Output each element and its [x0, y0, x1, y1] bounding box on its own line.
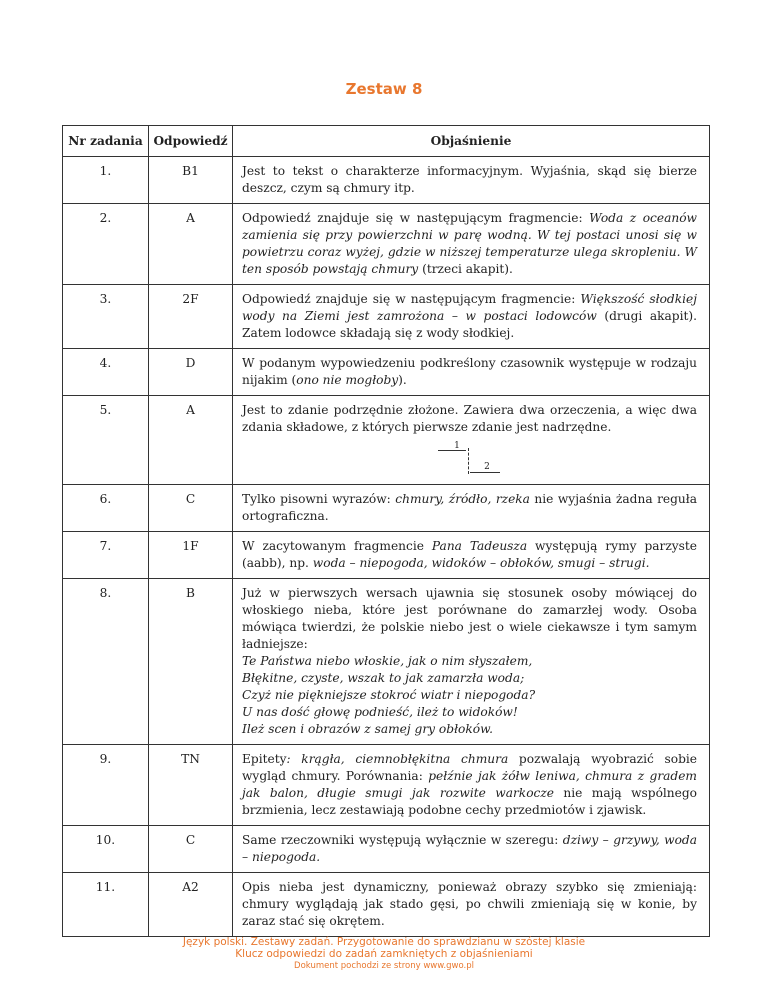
header-nr: Nr zadania — [63, 126, 149, 157]
explanation-text — [242, 210, 697, 278]
text-fragment: Odpowiedź znajduje się w następującym fragmencie: — [242, 211, 590, 225]
table-row — [63, 396, 710, 485]
page-title: Zestaw 8 — [345, 80, 423, 98]
table-row — [63, 285, 710, 349]
answer-value: C — [149, 826, 233, 873]
italic-fragment: woda – niepogoda, widoków – obłoków, smugi – strugi. — [312, 556, 650, 570]
explanation — [233, 532, 710, 579]
text-fragment: Tylko pisowni wyrazów: — [242, 492, 396, 506]
task-number: 1. — [63, 157, 149, 204]
italic-fragment: dziwy – grzywy, woda – niepogoda. — [242, 833, 698, 864]
italic-fragment: : krągła, ciemnobłękitna chmura — [286, 752, 509, 766]
answer-value: A2 — [149, 873, 233, 937]
text-fragment: Same rzeczowniki występują wyłącznie w szeregu: — [242, 833, 563, 847]
italic-fragment: pełźnie jak żółw leniwa, chmura z gradem jak balon, długie smugi jak rozwite warkocze — [242, 769, 697, 800]
answer-value: 2F — [149, 285, 233, 349]
footer — [0, 936, 768, 972]
table-row — [63, 579, 710, 745]
explanation — [233, 349, 710, 396]
text-fragment: nie wyjaśnia żadna reguła ortograficzna. — [242, 492, 697, 523]
explanation — [233, 204, 710, 285]
quote-line: U nas dość głowę podnieść, ileż to widoków! — [242, 705, 518, 719]
answer-value: D — [149, 349, 233, 396]
table-row — [63, 204, 710, 285]
explanation-text — [242, 832, 697, 866]
text-fragment: (drugi akapit). Zatem lodowce składają się z wody słodkiej. — [242, 309, 697, 340]
answer-value: 1F — [149, 532, 233, 579]
answer-value: C — [149, 485, 233, 532]
table-row — [63, 485, 710, 532]
italic-fragment: Pana Tadeusza — [431, 539, 528, 553]
explanation-text — [242, 538, 697, 572]
explanation — [233, 485, 710, 532]
explanation — [233, 157, 710, 204]
answer-value: TN — [149, 745, 233, 826]
text-fragment: pozwalają wyobrazić sobie wygląd chmury. Porównania: — [242, 752, 697, 783]
explanation — [233, 396, 710, 485]
text-fragment: Jest to zdanie podrzędnie złożone. Zawiera dwa orzeczenia, a więc dwa zdania składowe, z których pierwsze zdanie jest nadrzędne. — [242, 403, 697, 434]
explanation-text — [242, 585, 697, 653]
table-header-row — [63, 126, 710, 157]
explanation-text — [242, 751, 697, 819]
answer-value: B1 — [149, 157, 233, 204]
table-row — [63, 873, 710, 937]
task-number: 3. — [63, 285, 149, 349]
explanation — [233, 745, 710, 826]
explanation-text — [242, 355, 697, 389]
answer-value: A — [149, 396, 233, 485]
table-row — [63, 532, 710, 579]
explanation — [233, 285, 710, 349]
table-row — [63, 157, 710, 204]
explanation-text — [242, 291, 697, 342]
header-explanation: Objaśnienie — [233, 126, 710, 157]
diagram-connector — [468, 448, 469, 474]
text-fragment: Epitety — [242, 752, 287, 766]
answer-value: B — [149, 579, 233, 745]
text-fragment: W zacytowanym fragmencie — [242, 539, 432, 553]
sentence-diagram — [242, 438, 697, 478]
footer-line-1: Język polski. Zestawy zadań. Przygotowanie do sprawdzianu w szóstej klasie — [182, 936, 586, 948]
task-number: 9. — [63, 745, 149, 826]
task-number: 4. — [63, 349, 149, 396]
answer-table — [62, 125, 710, 937]
task-number: 5. — [63, 396, 149, 485]
text-fragment: Jest to tekst o charakterze informacyjnym. Wyjaśnia, skąd się bierze deszcz, czym są chmury itp. — [242, 164, 697, 195]
task-number: 7. — [63, 532, 149, 579]
explanation-text — [242, 163, 697, 197]
italic-fragment: ono nie mogłoby — [296, 373, 399, 387]
italic-fragment: Większość słodkiej wody na Ziemi jest zamrożona – w postaci lodowców — [242, 292, 697, 323]
diagram-clause-2: 2 — [484, 462, 490, 472]
quote-line: Błękitne, czyste, wszak to jak zamarzła woda; — [242, 671, 525, 685]
table-row — [63, 826, 710, 873]
task-number: 10. — [63, 826, 149, 873]
text-fragment: ). — [398, 373, 407, 387]
explanation-text — [242, 879, 697, 930]
task-number: 6. — [63, 485, 149, 532]
text-fragment: Opis nieba jest dynamiczny, ponieważ obrazy szybko się zmieniają: chmury wyglądają jak stado gęsi, po chwili zmieniają się w konie, by zaraz stać się okrętem. — [242, 880, 697, 928]
task-number: 2. — [63, 204, 149, 285]
explanation — [233, 826, 710, 873]
text-fragment: Odpowiedź znajduje się w następującym fragmencie: — [242, 292, 581, 306]
italic-fragment: Woda z oceanów zamienia się przy powierzchni w parę wodną. W tej postaci unosi się w powietrzu coraz wyżej, gdzie w niższej temperaturze ulega skropleniu. W ten sposób powstają chmury — [242, 211, 697, 276]
table-row — [63, 349, 710, 396]
explanation — [233, 873, 710, 937]
table-row — [63, 745, 710, 826]
text-fragment: nie mają wspólnego brzmienia, lecz zestawiają podobne cechy przedmiotów i zjawisk. — [242, 786, 697, 817]
header-answer: Odpowiedź — [149, 126, 233, 157]
text-fragment: Już w pierwszych wersach ujawnia się stosunek osoby mówiącej do włoskiego nieba, które jest porównane do zamarzłej wody. Osoba mówiąca twierdzi, że polskie niebo jest o wiele ciekawsze i tym samym ładniejsze: — [242, 586, 697, 651]
diagram-line-2 — [470, 472, 500, 473]
explanation-text — [242, 491, 697, 525]
footer-source: Dokument pochodzi ze strony www.gwo.pl — [294, 961, 474, 971]
italic-fragment: chmury, źródło, rzeka — [395, 492, 530, 506]
text-fragment: W podanym wypowiedzeniu podkreślony czasownik występuje w rodzaju nijakim ( — [242, 356, 697, 387]
explanation — [233, 579, 710, 745]
quote-line: Te Państwa niebo włoskie, jak o nim słyszałem, — [242, 654, 533, 668]
answer-value: A — [149, 204, 233, 285]
diagram-clause-1: 1 — [454, 441, 460, 451]
explanation-text — [242, 402, 697, 436]
task-number: 8. — [63, 579, 149, 745]
diagram-line-1 — [438, 450, 466, 451]
quote-line: Ileż scen i obrazów z samej gry obłoków. — [242, 722, 493, 736]
text-fragment: (trzeci akapit). — [418, 262, 513, 276]
task-number: 11. — [63, 873, 149, 937]
footer-line-2: Klucz odpowiedzi do zadań zamkniętych z objaśnieniami — [235, 948, 533, 960]
text-fragment: występują rymy parzyste (aabb), np. — [242, 539, 698, 570]
quote-line: Czyż nie piękniejsze stokroć wiatr i niepogoda? — [242, 688, 536, 702]
